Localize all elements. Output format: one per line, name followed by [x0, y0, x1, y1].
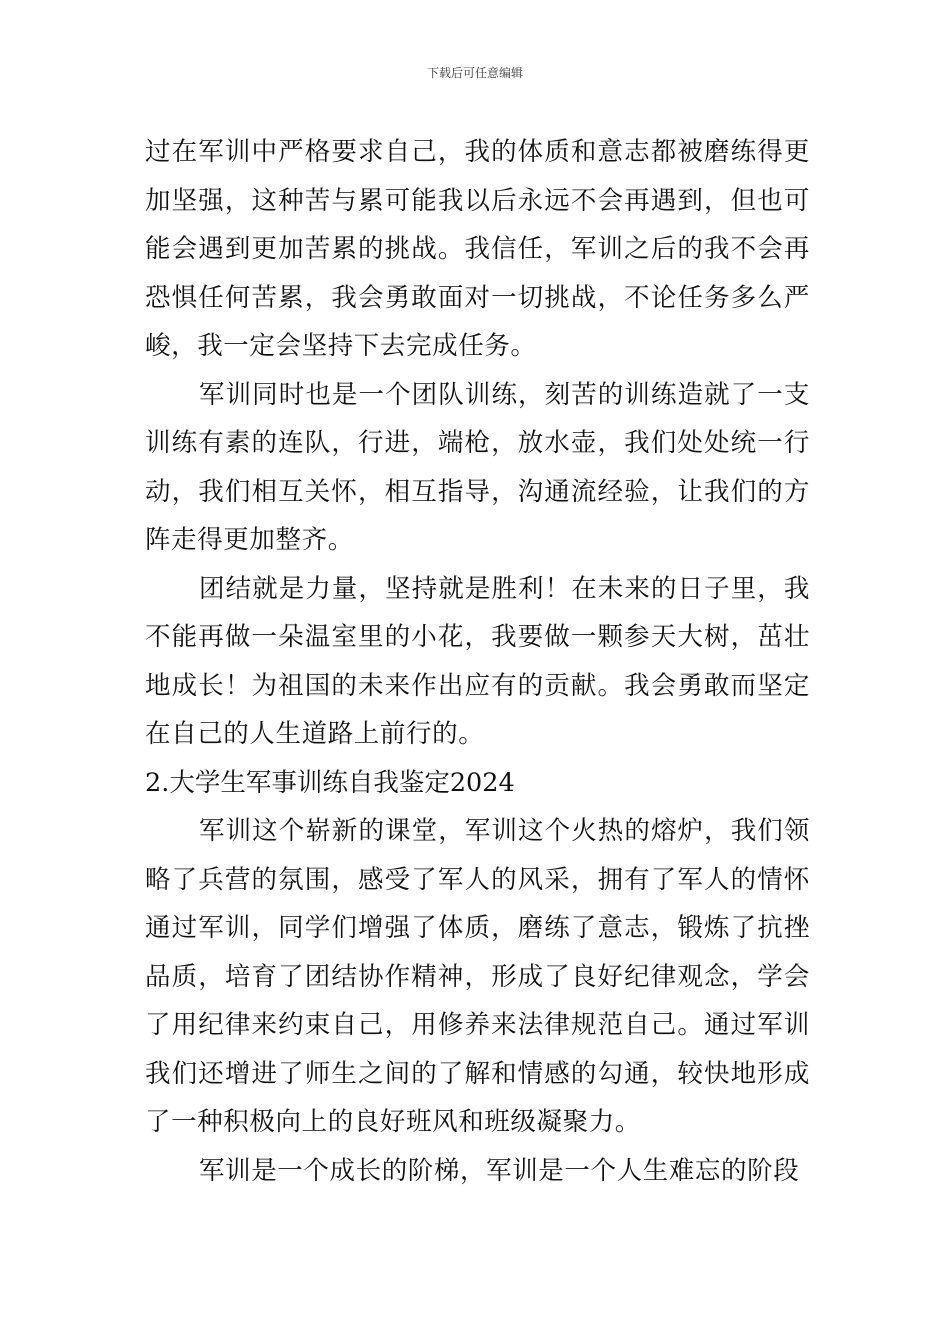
document-body — [145, 128, 810, 1195]
paragraph-continued: 过在军训中严格要求自己，我的体质和意志都被磨练得更加坚强，这种苦与累可能我以后永远不会再遇到，但也可能会遇到更加苦累的挑战。我信任，军训之后的我不会再恐惧任何苦累，我会勇敢面对一切挑战，不论任务多么严峻，我一定会坚持下去完成任务。 — [145, 137, 810, 361]
paragraph: 团结就是力量，坚持就是胜利！在未来的日子里，我不能再做一朵温室里的小花，我要做一颗参天大树，茁壮地成长！为祖国的未来作出应有的贡献。我会勇敢而坚定在自己的人生道路上前行的。 — [145, 573, 810, 749]
paragraph: 军训是一个成长的阶梯，军训是一个人生难忘的阶段 — [199, 1155, 800, 1186]
page-header: 下载后可任意编辑 — [426, 66, 523, 80]
section-heading: 2.大学生军事训练自我鉴定2024 — [145, 767, 515, 798]
paragraph: 军训同时也是一个团队训练，刻苦的训练造就了一支训练有素的连队，行进，端枪，放水壶，我们处处统一行动，我们相互关怀，相互指导，沟通流经验，让我们的方阵走得更加整齐。 — [145, 379, 810, 555]
paragraph: 军训这个崭新的课堂，军训这个火热的熔炉，我们领略了兵营的氛围，感受了军人的风采，拥有了军人的情怀通过军训，同学们增强了体质，磨练了意志，锻炼了抗挫品质，培育了团结协作精神，形成了良好纪律观念，学会了用纪律来约束自己，用修养来法律规范自己。通过军训我们还增进了师生之间的了解和情感的勾通，较快地形成了一种积极向上的良好班风和班级凝聚力。 — [145, 816, 810, 1137]
